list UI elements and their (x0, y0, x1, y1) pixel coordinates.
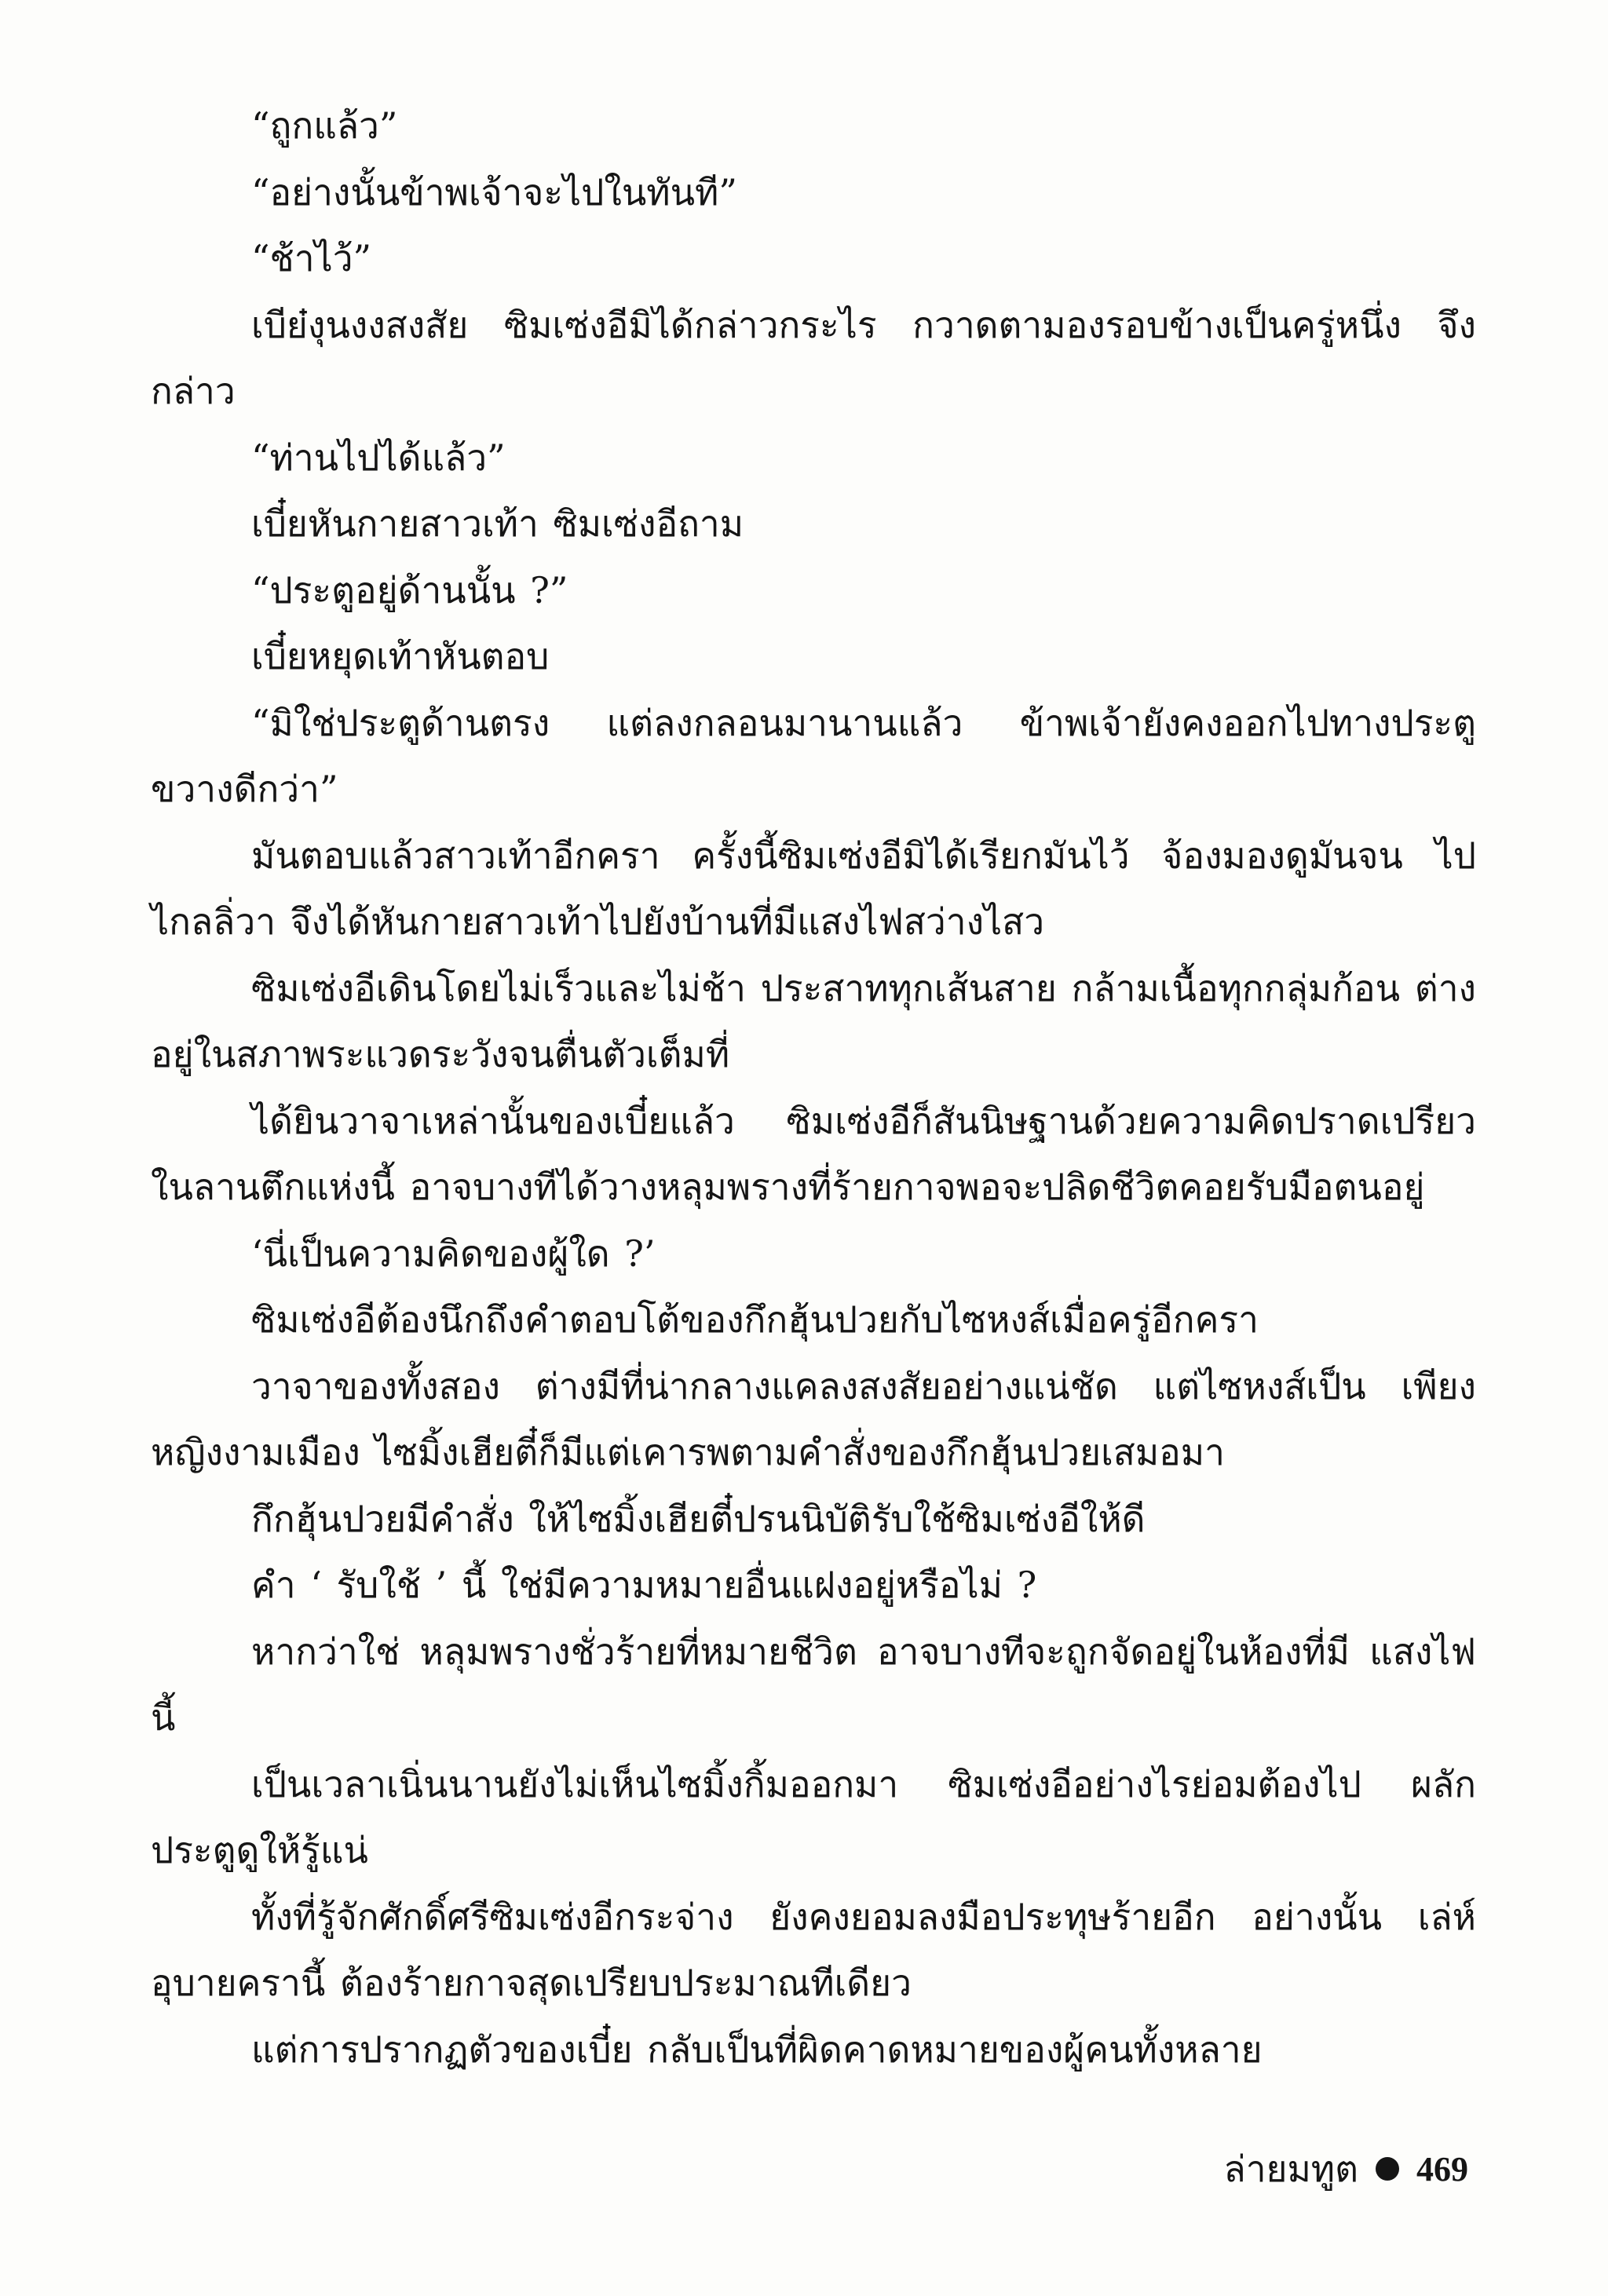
paragraph: แต่การปรากฏตัวของเบี๋ย กลับเป็นที่ผิดคาดหมายของผู้คนทั้งหลาย (251, 2028, 1263, 2071)
paragraph: คำ ‘ รับใช้ ’ นี้ ใช่มีความหมายอื่นแฝงอยู่หรือไม่ ? (251, 1564, 1037, 1606)
page-number: 469 (1416, 2149, 1468, 2188)
paragraph: วาจาของทั้งสอง ต่างมีที่น่ากลางแคลงสงสัยอย่างแน่ชัด แต่ไซหงส์เป็น เพียงหญิงงามเมือง ไซมิ้งเฮียตี๋ก็มีแต่เคารพตามคำสั่งของกึกฮุ้นปวยเสมอมา (151, 1364, 1476, 1473)
paragraph: “ช้าไว้” (251, 237, 372, 279)
paragraph: หากว่าใช่ หลุมพรางชั่วร้ายที่หมายชีวิต อาจบางทีจะถูกจัดอยู่ในห้องที่มี แสงไฟนี้ (151, 1630, 1476, 1739)
paragraph: เบี๋ยหยุดเท้าหันตอบ (251, 635, 550, 677)
paragraph: “มิใช่ประตูด้านตรง แต่ลงกลอนมานานแล้ว ข้าพเจ้ายังคงออกไปทางประตู ขวางดีกว่า” (151, 701, 1476, 810)
paragraph: “อย่างนั้นข้าพเจ้าจะไปในทันที” (251, 170, 737, 214)
paragraph: “ถูกแล้ว” (251, 104, 398, 147)
paragraph: เบีย๋งุนงงสงสัย ซิมเซ่งอีมิได้กล่าวกระไร กวาดตามองรอบข้างเป็นครู่หนึ่ง จึงกล่าว (151, 303, 1476, 412)
paragraph: เป็นเวลาเนิ่นนานยังไม่เห็นไซมิ้งกิ้มออกมา ซิมเซ่งอีอย่างไรย่อมต้องไป ผลักประตูดูให้รู้แน่ (151, 1762, 1476, 1871)
paragraph: ‘นี่เป็นความคิดของผู้ใด ?’ (251, 1232, 656, 1275)
paragraph: เบี๋ยหันกายสาวเท้า ซิมเซ่งอีถาม (251, 502, 744, 545)
paragraph: ซิมเซ่งอีเดินโดยไม่เร็วและไม่ช้า ประสาททุกเส้นสาย กล้ามเนื้อทุกกลุ่มก้อน ต่างอยู่ในสภาพระแวดระวังจนตื่นตัวเต็มที่ (151, 966, 1476, 1075)
page-footer (1224, 2141, 1469, 2196)
body-text (151, 93, 1476, 2082)
paragraph: มันตอบแล้วสาวเท้าอีกครา ครั้งนี้ซิมเซ่งอีมิได้เรียกมันไว้ จ้องมองดูมันจน ไปไกลลิ่วา จึงได้หันกายสาวเท้าไปยังบ้านที่มีแสงไฟสว่างไสว (151, 834, 1476, 943)
paragraph: “ท่านไปได้แล้ว” (251, 436, 506, 479)
paragraph: “ประตูอยู่ด้านนั้น ?” (251, 568, 568, 611)
running-title: ล่ายมทูต (1223, 2147, 1358, 2190)
paragraph: ได้ยินวาจาเหล่านั้นของเบี๋ยแล้ว ซิมเซ่งอีก็สันนิษฐานด้วยความคิดปราดเปรียว ในลานตึกแห่งนี้ อาจบางทีได้วางหลุมพรางที่ร้ายกาจพอจะปลิดชีวิตคอยรับมือตนอยู่ (151, 1099, 1476, 1208)
paragraph: ทั้งที่รู้จักศักดิ์ศรีซิมเซ่งอีกระจ่าง ยังคงยอมลงมือประทุษร้ายอีก อย่างนั้น เล่ห์อุบายครานี้ ต้องร้ายกาจสุดเปรียบประมาณทีเดียว (151, 1895, 1476, 2004)
paragraph: กึกฮุ้นปวยมีคำสั่ง ให้ไซมิ้งเฮียตี๋ปรนนิบัติรับใช้ซิมเซ่งอีให้ดี (251, 1497, 1146, 1540)
bullet-icon (1376, 2157, 1399, 2181)
paragraph: ซิมเซ่งอีต้องนึกถึงคำตอบโต้ของกึกฮุ้นปวยกับไซหงส์เมื่อครู่อีกครา (251, 1298, 1259, 1341)
